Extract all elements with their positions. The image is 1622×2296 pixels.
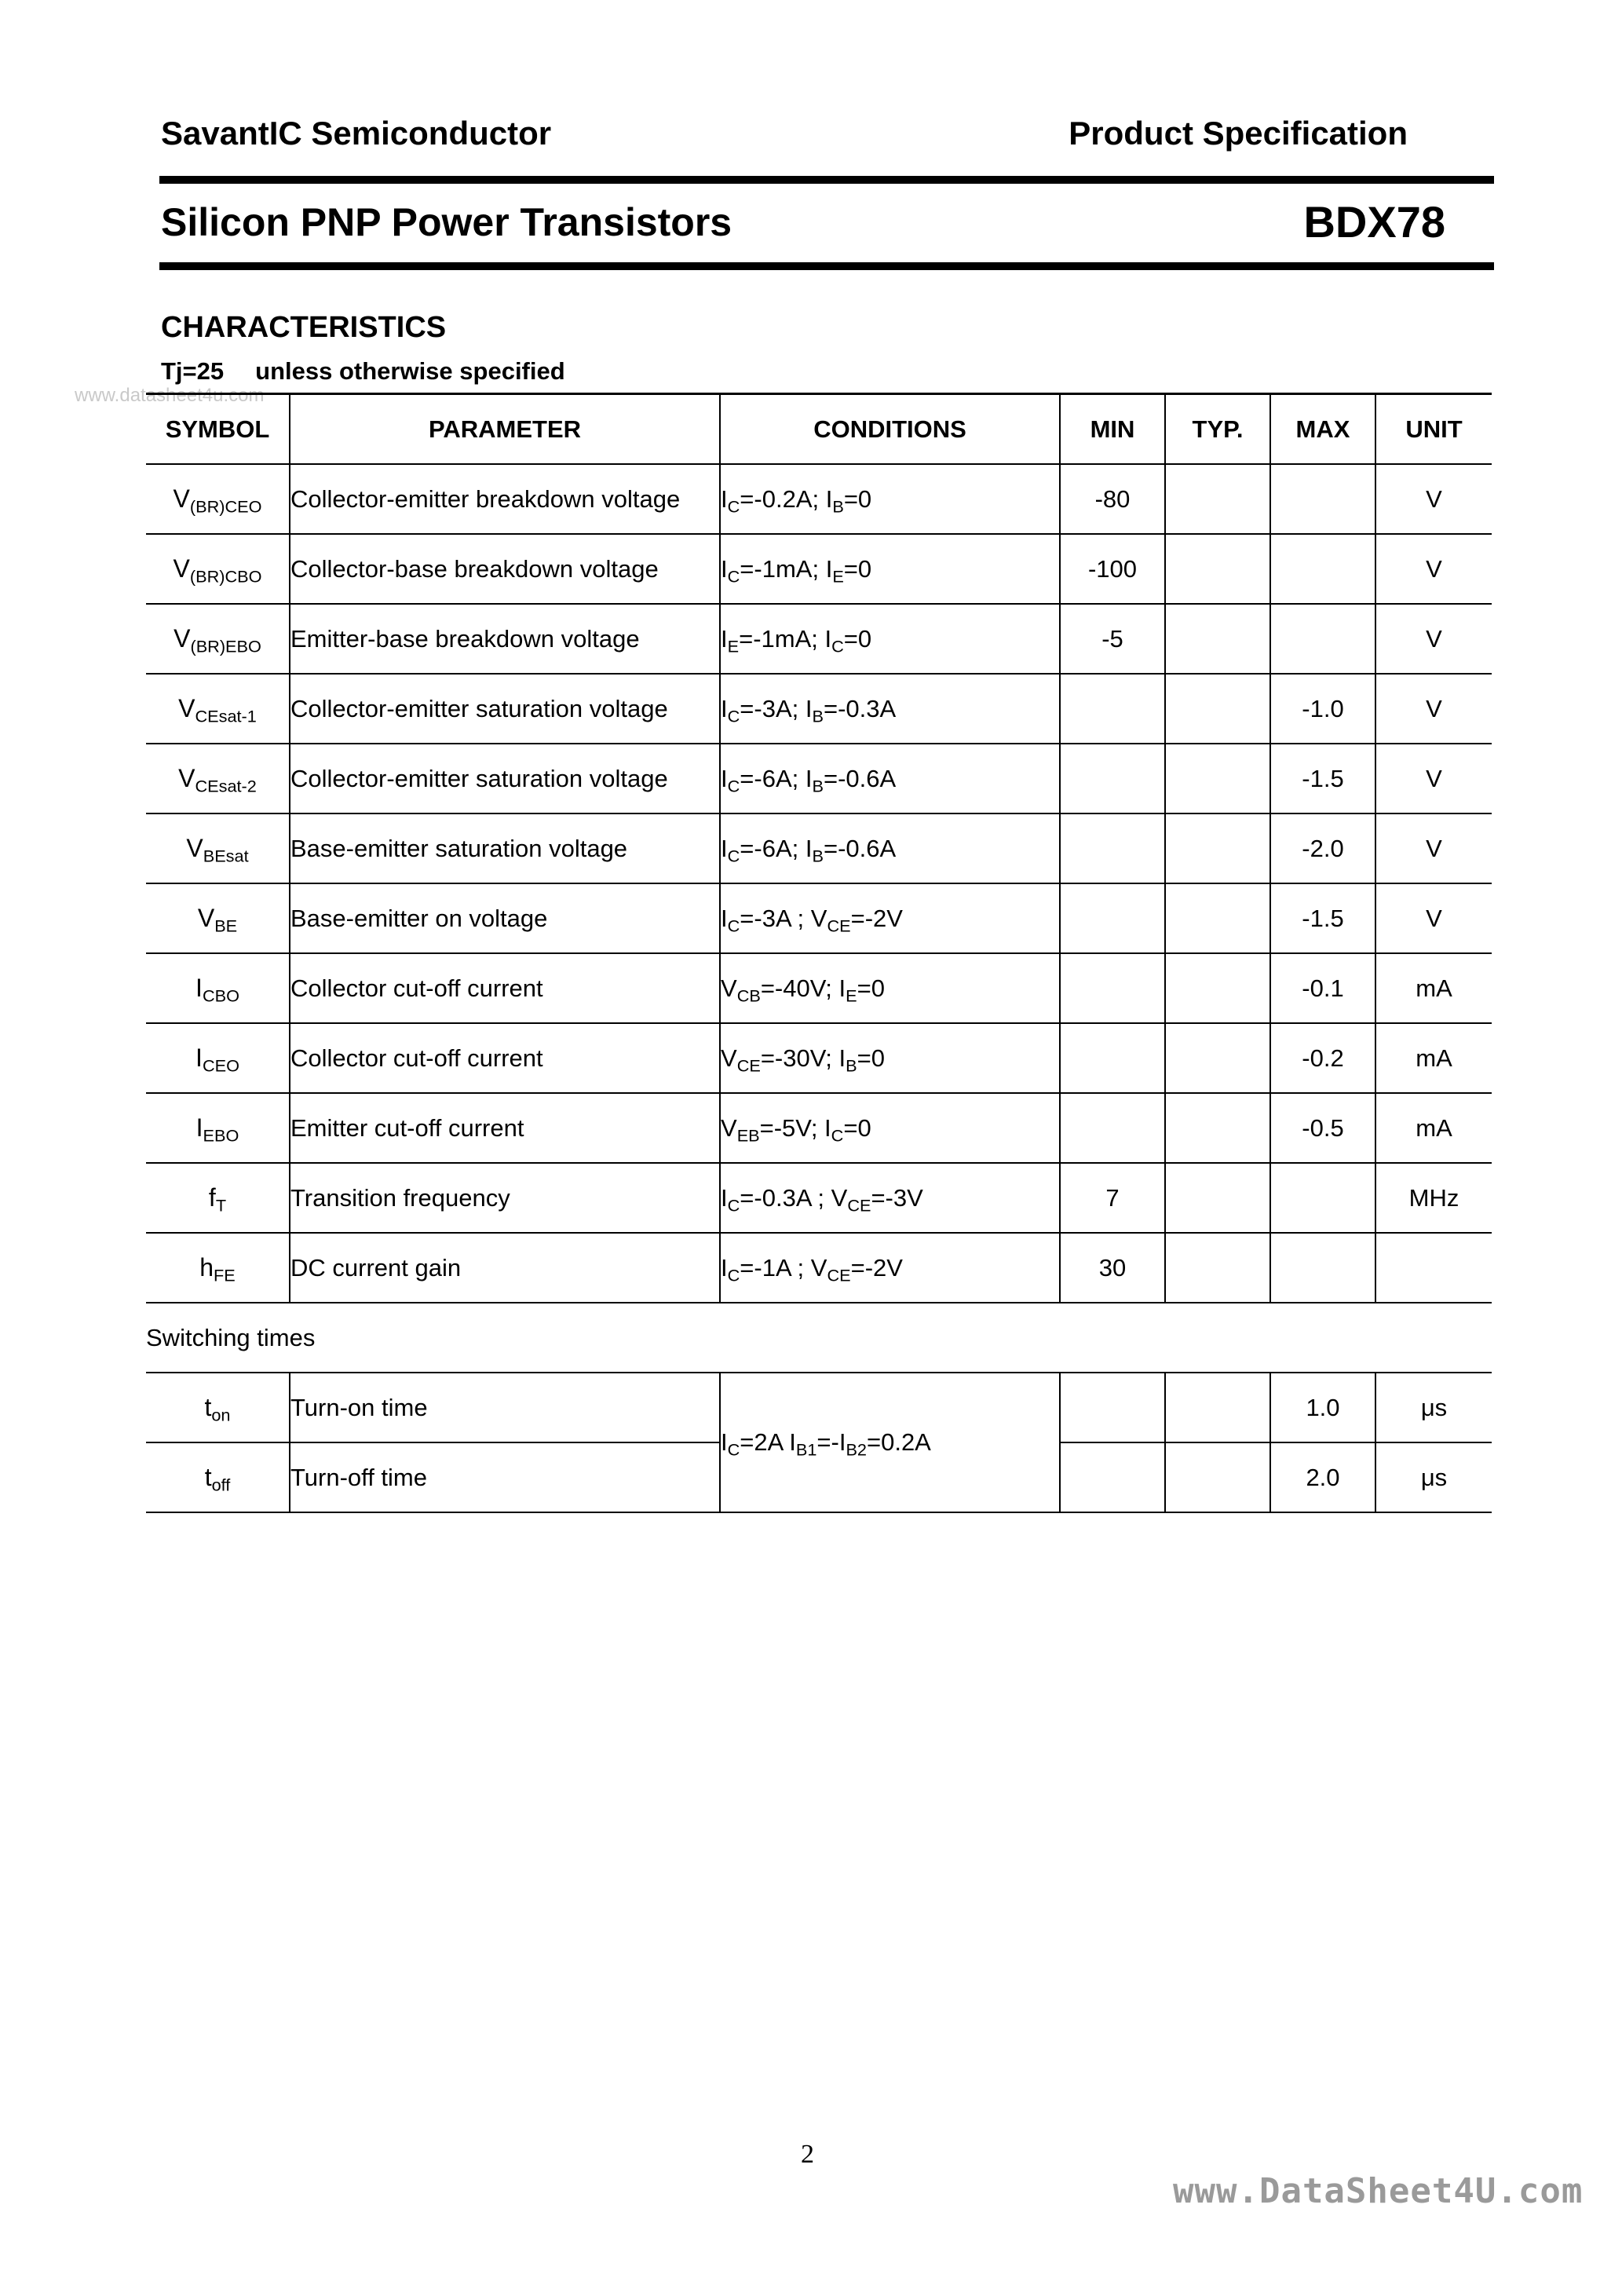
symbol-subscript: CEO [202,1055,239,1076]
typ-cell [1165,1233,1270,1303]
cond-subscript: C [727,1195,740,1215]
parameter-cell: DC current gain [290,1233,720,1303]
symbol-subscript: (BR)CBO [189,566,262,587]
min-cell [1060,1093,1165,1163]
parameter-cell: Transition frequency [290,1163,720,1233]
cond-var: I [805,694,813,722]
cond-var: I [824,1113,831,1142]
symbol-subscript: BE [214,916,238,936]
symbol-subscript: FE [214,1265,236,1285]
min-cell [1060,953,1165,1023]
max-cell [1270,534,1375,604]
cond-var: I [721,694,728,722]
symbol-cell [146,744,290,813]
header-conditions: CONDITIONS [720,394,1060,465]
header-parameter: PARAMETER [290,394,720,465]
cond-var: I [838,1044,846,1072]
table-row [146,813,1492,883]
cond-subscript: EB [736,1125,760,1145]
cond-value: =-30V; [760,1044,839,1072]
parameter-cell: Collector cut-off current [290,1023,720,1093]
min-cell: -80 [1060,464,1165,534]
cond-var: I [789,1428,796,1456]
table-row [146,1373,1492,1442]
switching-times-label: Switching times [146,1303,1492,1373]
table-row [146,1233,1492,1303]
header-max: MAX [1270,394,1375,465]
symbol-letter: I [195,1044,203,1072]
cond-subscript: B2 [846,1439,867,1460]
typ-cell [1165,1023,1270,1093]
min-cell: 7 [1060,1163,1165,1233]
watermark-top: www.datasheet4u.com [75,385,265,406]
table-row [146,464,1492,534]
symbol-cell [146,1163,290,1233]
company-name: SavantIC Semiconductor [161,115,552,152]
cond-subscript: CE [827,916,851,935]
symbol-subscript: BEsat [203,846,249,866]
conditions-cell [720,534,1060,604]
typ-cell [1165,464,1270,534]
cond-var: V [810,1253,827,1281]
parameter-cell: Collector-emitter breakdown voltage [290,464,720,534]
min-cell [1060,1023,1165,1093]
symbol-cell [146,1093,290,1163]
conditions-cell [720,1163,1060,1233]
table-header-row [146,394,1492,465]
cond-var: I [721,904,728,932]
cond-value: =-5V; [759,1113,825,1142]
cond-var: V [831,1183,848,1212]
typ-cell [1165,1442,1270,1512]
max-cell [1270,604,1375,674]
symbol-cell [146,464,290,534]
cond-var: I [838,1428,846,1456]
cond-var: I [721,1253,728,1281]
symbol-letter: f [208,1183,216,1212]
symbol-cell [146,1373,290,1442]
unit-cell [1375,1233,1492,1303]
symbol-subscript: on [211,1405,231,1425]
cond-var: I [824,624,832,653]
symbol-subscript: EBO [203,1125,239,1146]
unit-cell: V [1375,534,1492,604]
cond-subscript: B [846,1055,857,1075]
parameter-cell: Turn-on time [290,1373,720,1442]
parameter-cell: Collector-base breakdown voltage [290,534,720,604]
parameter-cell: Base-emitter on voltage [290,883,720,953]
cond-subscript: CE [736,1055,761,1075]
symbol-letter: V [197,904,215,932]
cond-value: =0 [843,624,872,653]
temperature-condition: Tj=25 [161,357,225,385]
typ-cell [1165,813,1270,883]
cond-value: =-2V [850,904,903,932]
max-cell: 2.0 [1270,1442,1375,1512]
conditions-note [161,357,565,386]
cond-var: V [721,1044,737,1072]
symbol-cell [146,534,290,604]
table-row [146,674,1492,744]
unit-cell: μs [1375,1373,1492,1442]
cond-subscript: C [727,706,740,726]
page-number: 2 [801,2140,814,2169]
cond-subscript: C [831,1125,844,1145]
cond-subscript: CE [847,1195,871,1215]
conditions-cell [720,1023,1060,1093]
max-cell [1270,1233,1375,1303]
conditions-cell [720,953,1060,1023]
cond-subscript: B [832,496,844,516]
conditions-cell [720,464,1060,534]
max-cell [1270,464,1375,534]
conditions-cell [720,674,1060,744]
cond-var: I [721,834,728,862]
symbol-subscript: T [215,1195,227,1216]
cond-value: =2A [740,1428,790,1456]
symbol-cell [146,1233,290,1303]
cond-value: =0 [843,484,872,513]
max-cell: -0.2 [1270,1023,1375,1093]
symbol-cell [146,674,290,744]
header-unit: UNIT [1375,394,1492,465]
symbol-letter: V [173,484,190,513]
cond-var: I [721,624,728,653]
cond-var: I [805,834,813,862]
table-row [146,953,1492,1023]
cond-var: I [721,554,728,583]
max-cell: -0.1 [1270,953,1375,1023]
cond-var: I [825,484,833,513]
cond-value: =- [816,1428,839,1456]
cond-subscript: C [727,566,740,586]
conditions-cell [720,604,1060,674]
symbol-cell [146,813,290,883]
parameter-cell: Base-emitter saturation voltage [290,813,720,883]
characteristics-table [146,393,1492,1513]
cond-value: =-0.2A; [740,484,826,513]
max-cell: -1.0 [1270,674,1375,744]
cond-subscript: B [812,776,824,795]
cond-subscript: E [832,566,844,586]
symbol-letter: t [204,1463,212,1491]
min-cell [1060,1373,1165,1442]
header-rule-top [159,176,1494,184]
cond-subscript: C [727,846,740,865]
cond-var: V [721,974,737,1002]
min-cell: -5 [1060,604,1165,674]
header-rule-bottom [159,262,1494,270]
cond-value: =0 [843,554,872,583]
cond-var: I [805,764,813,792]
cond-subscript: C [727,916,740,935]
cond-var: V [721,1113,737,1142]
max-cell: -1.5 [1270,744,1375,813]
cond-subscript: C [727,1439,740,1460]
cond-var: I [721,764,728,792]
symbol-letter: V [178,764,195,792]
unit-cell: mA [1375,953,1492,1023]
part-number: BDX78 [1303,197,1445,247]
cond-value: =-6A; [740,764,806,792]
unit-cell: V [1375,813,1492,883]
symbol-letter: V [178,694,195,722]
symbol-subscript: CEsat-1 [195,706,257,726]
symbol-letter: I [195,1113,203,1142]
cond-value: =0 [843,1113,871,1142]
cond-value: =-3A; [740,694,806,722]
min-cell [1060,883,1165,953]
symbol-subscript: (BR)CEO [189,496,262,517]
typ-cell [1165,883,1270,953]
cond-var: I [721,484,728,513]
cond-subscript: C [727,1265,740,1285]
conditions-cell [720,1233,1060,1303]
header-min: MIN [1060,394,1165,465]
table-row [146,604,1492,674]
unit-cell: μs [1375,1442,1492,1512]
unit-cell: V [1375,883,1492,953]
parameter-cell: Collector-emitter saturation voltage [290,744,720,813]
max-cell: -2.0 [1270,813,1375,883]
typ-cell [1165,744,1270,813]
cond-var: I [838,974,846,1002]
typ-cell [1165,1093,1270,1163]
cond-subscript: E [727,636,740,656]
cond-value: =0 [857,974,885,1002]
symbol-subscript: CEsat-2 [195,776,257,796]
symbol-letter: t [204,1393,212,1421]
cond-value: =-0.3A ; [740,1183,831,1212]
min-cell [1060,1442,1165,1512]
table-row [146,534,1492,604]
switching-label-row [146,1303,1492,1373]
symbol-letter: V [173,554,190,583]
symbol-letter: h [199,1253,214,1281]
typ-cell [1165,674,1270,744]
unit-cell: MHz [1375,1163,1492,1233]
min-cell: -100 [1060,534,1165,604]
table-row [146,1163,1492,1233]
symbol-cell [146,604,290,674]
symbol-subscript: off [211,1475,231,1495]
cond-subscript: C [727,496,740,516]
cond-value: =0.2A [866,1428,931,1456]
typ-cell [1165,604,1270,674]
parameter-cell: Emitter-base breakdown voltage [290,604,720,674]
unit-cell: mA [1375,1023,1492,1093]
parameter-cell: Collector-emitter saturation voltage [290,674,720,744]
symbol-letter: V [174,624,191,653]
cond-var: I [825,554,833,583]
cond-value: =0 [857,1044,885,1072]
table-row [146,1093,1492,1163]
cond-subscript: B [812,846,824,865]
typ-cell [1165,1373,1270,1442]
cond-var: I [721,1428,728,1456]
unit-cell: V [1375,674,1492,744]
unit-cell: V [1375,604,1492,674]
watermark-bottom: www.DataSheet4U.com [1173,2171,1584,2211]
cond-subscript: C [831,636,844,656]
cond-subscript: E [846,985,857,1005]
typ-cell [1165,953,1270,1023]
document-type: Product Specification [1069,115,1408,152]
parameter-cell: Turn-off time [290,1442,720,1512]
cond-value: =-0.6A [823,834,897,862]
parameter-cell: Collector cut-off current [290,953,720,1023]
symbol-cell [146,1442,290,1512]
table-body [146,464,1492,1512]
cond-subscript: C [727,776,740,795]
product-line-title: Silicon PNP Power Transistors [161,200,732,244]
cond-value: =-3A ; [740,904,811,932]
header-typ: TYP. [1165,394,1270,465]
max-cell: -0.5 [1270,1093,1375,1163]
symbol-cell [146,953,290,1023]
section-title: CHARACTERISTICS [161,311,447,344]
table-row [146,1023,1492,1093]
cond-subscript: B1 [795,1439,817,1460]
min-cell [1060,744,1165,813]
max-cell [1270,1163,1375,1233]
header-symbol: SYMBOL [146,394,290,465]
symbol-subscript: (BR)EBO [190,636,261,656]
symbol-letter: V [186,834,203,862]
unit-cell: mA [1375,1093,1492,1163]
cond-var: V [810,904,827,932]
min-cell: 30 [1060,1233,1165,1303]
typ-cell [1165,1163,1270,1233]
cond-value: =-2V [850,1253,903,1281]
cond-value: =-40V; [760,974,839,1002]
conditions-cell [720,1093,1060,1163]
conditions-note-text: unless otherwise specified [255,357,565,385]
cond-var: I [721,1183,728,1212]
table-row [146,744,1492,813]
cond-value: =-0.3A [823,694,897,722]
max-cell: -1.5 [1270,883,1375,953]
cond-subscript: CE [827,1265,851,1285]
max-cell: 1.0 [1270,1373,1375,1442]
min-cell [1060,813,1165,883]
cond-value: =-0.6A [823,764,897,792]
table-row [146,883,1492,953]
symbol-subscript: CBO [202,985,239,1006]
conditions-cell [720,813,1060,883]
cond-value: =-6A; [740,834,806,862]
cond-value: =-1A ; [740,1253,811,1281]
symbol-cell [146,883,290,953]
symbol-cell [146,1023,290,1093]
cond-subscript: CB [736,985,761,1005]
conditions-cell [720,744,1060,813]
min-cell [1060,674,1165,744]
cond-subscript: B [812,706,824,726]
conditions-cell [720,883,1060,953]
unit-cell: V [1375,744,1492,813]
unit-cell: V [1375,464,1492,534]
parameter-cell: Emitter cut-off current [290,1093,720,1163]
cond-value: =-3V [871,1183,923,1212]
typ-cell [1165,534,1270,604]
cond-value: =-1mA; [739,624,825,653]
conditions-cell [720,1373,1060,1512]
cond-value: =-1mA; [740,554,826,583]
symbol-letter: I [195,974,203,1002]
